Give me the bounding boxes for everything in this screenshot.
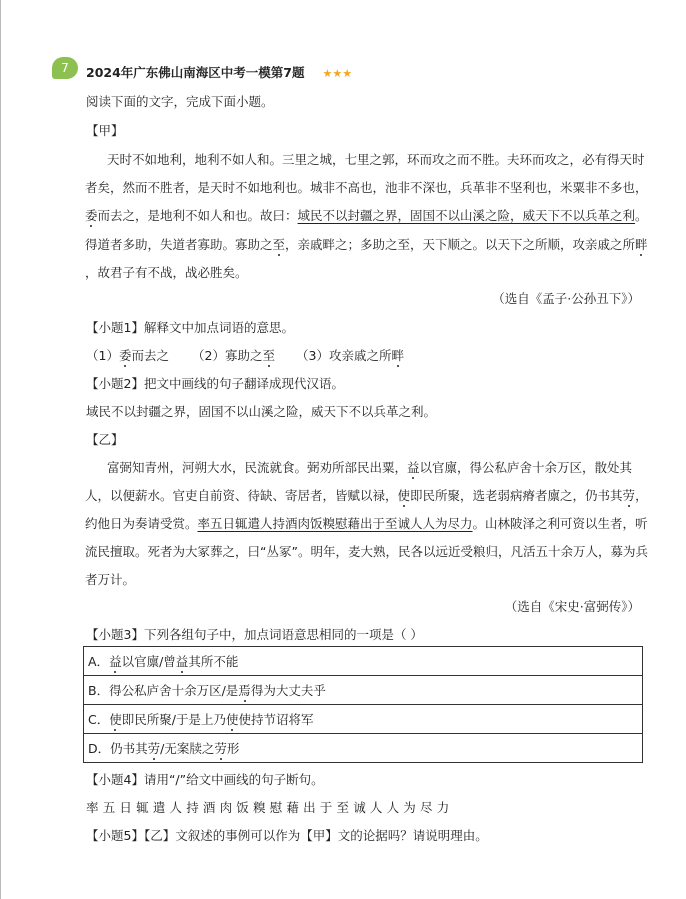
yi-line-3-rest: 。山林陂泽之利可资以生者，听 [472, 516, 648, 531]
question-title-text: 2024年广东佛山南海区中考一模第7题 [86, 65, 305, 80]
q1-dotted-pan: 畔 [391, 348, 404, 363]
jia-line-5: ，故君子有不战，战必胜矣。 [85, 265, 248, 280]
yi-source: （选自《宋史·富弼传》） [504, 599, 640, 614]
yi-line-1-text: 富弼知青州，河朔大水，民流就食。弼劝所部民出粟， [107, 460, 408, 475]
jia-label: 【甲】 [86, 123, 124, 138]
q2-sentence: 域民不以封疆之界，固国不以山溪之险，威天下不以兵革之利。 [86, 404, 437, 419]
q1-item-3-prefix: （3）攻亲戚之所 [296, 348, 392, 363]
q1-dotted-wei: 委 [118, 348, 132, 363]
jia-line-4 [85, 235, 648, 253]
yi-line-2-text-2: 即民所聚，选老弱病瘠者廪之，仍书其 [410, 488, 623, 503]
option-c-end: 使持节诏将军 [238, 712, 314, 727]
q3-option-d[interactable] [84, 734, 643, 763]
option-d-dot-1: 劳 [147, 741, 161, 756]
option-d-dot-2: 劳 [214, 741, 227, 756]
dotted-word-shi: 使 [397, 488, 411, 503]
q4-sentence: 率五日辄遣人持酒肉饭糗慰藉出于至诚人人为尽力 [86, 800, 454, 815]
dotted-word-lao: 劳 [622, 488, 636, 503]
yi-line-4: 流民擅取。死者为大冢葬之，曰“丛冢”。明年，麦大熟，民各以远近受粮归，凡活五十余万人，募为兵 [85, 544, 648, 559]
jia-line-3-text: 而去之，是地利不如人和也。故曰： [97, 208, 298, 223]
q3-options-table [83, 646, 643, 763]
q5-label: 【小题5】【乙】文叙述的事例可以作为【甲】文的论据吗？请说明理由。 [86, 828, 488, 843]
yi-line-3 [85, 514, 648, 532]
q1-label: 【小题1】解释文中加点词语的意思。 [86, 320, 294, 335]
option-c-mid: 即民所聚/于是上乃 [121, 712, 226, 727]
option-c-dot-1: 使 [109, 712, 122, 727]
question-number-badge: 7 [52, 57, 78, 79]
option-c-prefix: C． [88, 712, 110, 727]
q3-option-c[interactable] [84, 705, 643, 734]
q1-dotted-zhi: 至 [262, 348, 275, 363]
q1-item-2-prefix: （2）寡助之 [192, 348, 263, 363]
q2-label: 【小题2】把文中画线的句子翻译成现代汉语。 [86, 376, 344, 391]
q1-item-2 [192, 346, 275, 364]
yi-line-3-text: 约他日为奏请受赏。 [85, 516, 198, 531]
instruction-text: 阅读下面的文字，完成下面小题。 [86, 94, 274, 109]
option-d-end: 形 [226, 741, 240, 756]
jia-line-3-end: 。 [635, 208, 648, 223]
option-c-dot-2: 使 [225, 712, 239, 727]
yi-label: 【乙】 [86, 432, 124, 447]
underlined-sentence-jia: 域民不以封疆之界，固国不以山溪之险，威天下不以兵革之利 [297, 208, 636, 223]
difficulty-stars: ★★★ [322, 67, 353, 80]
q4-label: 【小题4】请用“/”给文中画线的句子断句。 [86, 772, 324, 787]
yi-line-1 [107, 458, 632, 476]
yi-line-2-text: 人，以便薪水。官吏自前资、待缺、寄居者，皆赋以禄， [85, 488, 398, 503]
yi-line-5: 者万计。 [85, 572, 136, 587]
option-b-end: 得为大丈夫乎 [250, 683, 326, 698]
jia-source: （选自《孟子·公孙丑下》） [492, 291, 640, 306]
q1-item-1-rest: 而去之 [131, 348, 169, 363]
dotted-word-wei: 委 [85, 208, 98, 223]
q3-option-a[interactable] [84, 647, 643, 676]
q1-item-3 [296, 346, 404, 364]
jia-line-4-text-2: ，亲戚畔之；多助之至，天下顺之。以天下之所顺，攻亲戚之所 [285, 237, 636, 252]
yi-line-1-rest: 以官廪，得公私庐舍十余万区，散处其 [419, 460, 633, 475]
yi-line-2-end: ， [635, 488, 648, 503]
jia-line-1: 天时不如地利，地利不如人和。三里之城，七里之郭，环而攻之而不胜。夫环而攻之，必有得天时 [107, 152, 645, 167]
dotted-word-pan: 畔 [635, 237, 648, 252]
option-a-prefix: A． [88, 654, 110, 669]
q1-item-1 [86, 346, 169, 364]
option-d-mid: /无案牍之 [160, 741, 215, 756]
jia-line-3 [85, 206, 648, 224]
page-left-border [0, 0, 1, 899]
q3-label: 【小题3】下列各组句子中，加点词语意思相同的一项是（ ） [86, 627, 423, 642]
jia-line-2: 者矣，然而不胜者，是天时不如地利也。城非不高也，池非不深也，兵革非不坚利也，米粟非不多也， [85, 180, 648, 195]
underlined-sentence-yi: 率五日辄遣人持酒肉饭糗慰藉出于至诚人人为尽力 [197, 516, 473, 531]
option-d-prefix: D．仍书其 [88, 741, 148, 756]
q3-option-b[interactable] [84, 676, 643, 705]
option-b-prefix: B．得公私庐舍十余万区/是 [88, 683, 239, 698]
option-a-mid: 以官廪/曾 [121, 654, 176, 669]
jia-line-4-text: 得道者多助，失道者寡助。寡助之 [85, 237, 273, 252]
option-a-dot-1: 益 [109, 654, 122, 669]
question-title [86, 63, 352, 81]
dotted-word-zhi: 至 [272, 237, 286, 252]
option-a-dot-2: 益 [175, 654, 189, 669]
yi-line-2 [85, 486, 648, 504]
q1-item-1-prefix: （1） [86, 348, 119, 363]
option-a-end: 其所不能 [188, 654, 239, 669]
option-b-dot: 焉 [238, 683, 251, 698]
dotted-word-yi: 益 [407, 460, 420, 475]
